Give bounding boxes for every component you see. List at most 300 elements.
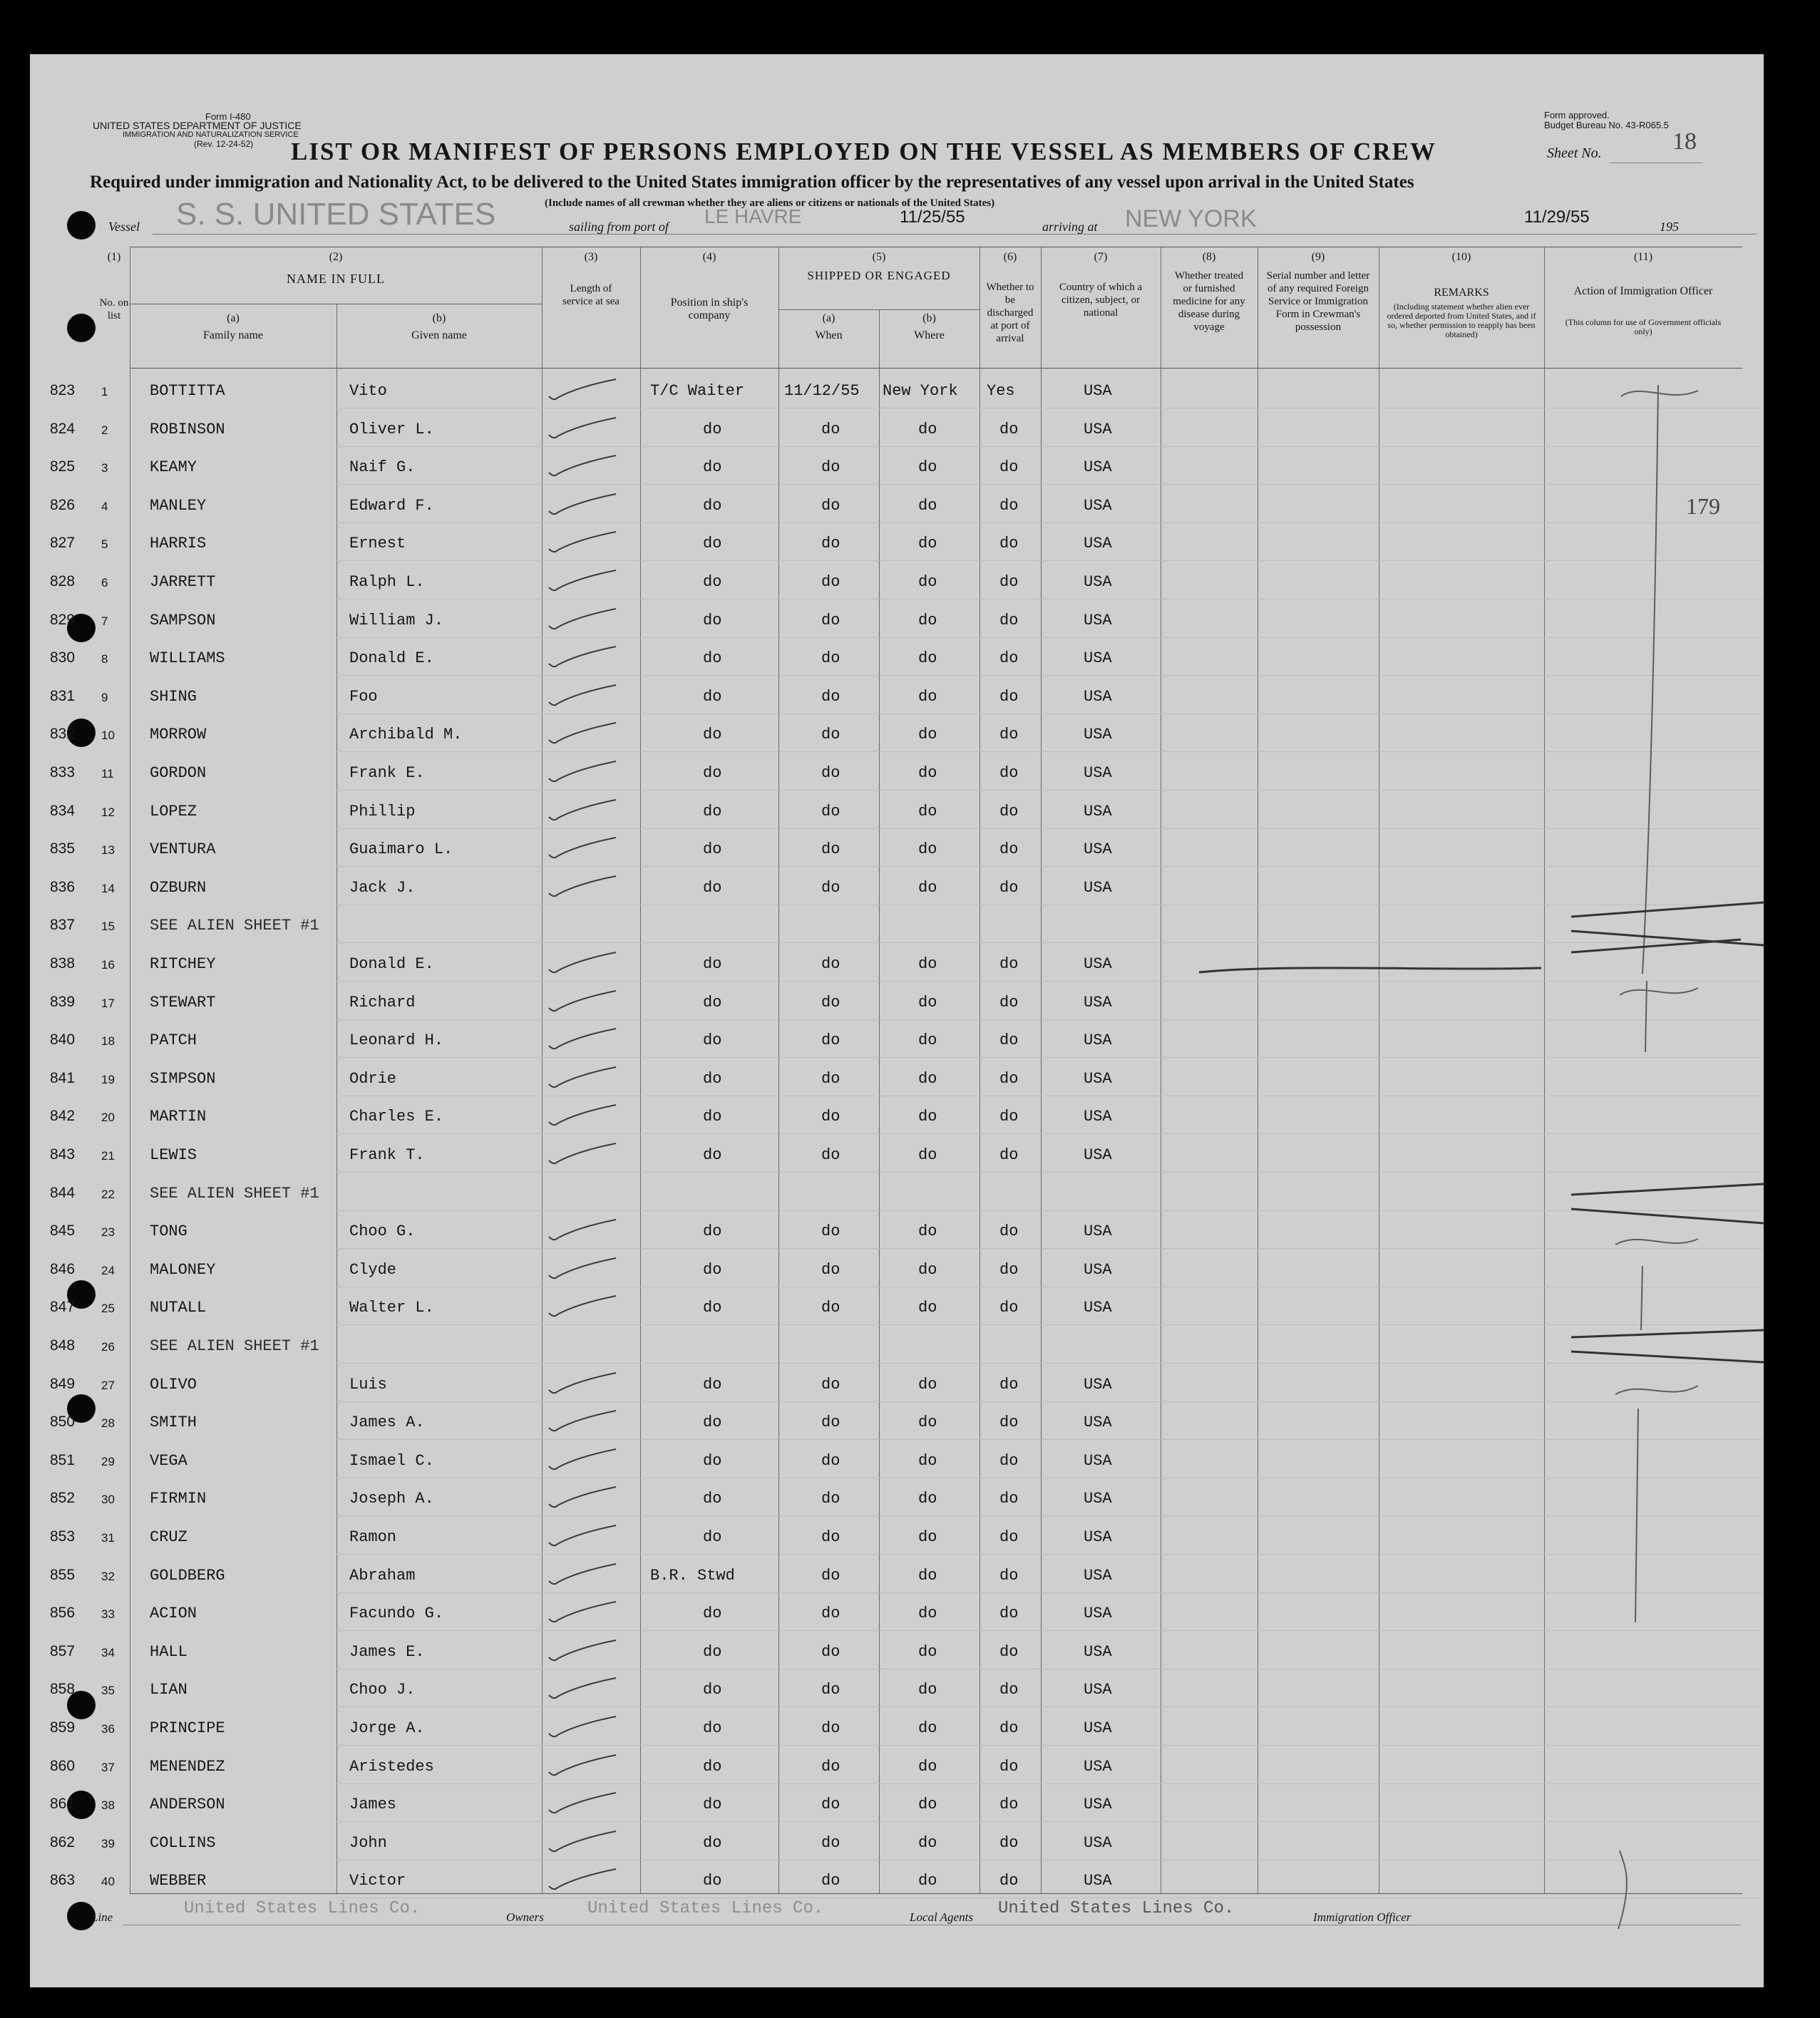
col5b-header: Where bbox=[914, 329, 945, 341]
family-name: SMITH bbox=[150, 1414, 197, 1432]
list-number: 32 bbox=[101, 1569, 115, 1583]
form-approved: Form approved. bbox=[1544, 110, 1610, 120]
col5a-header: When bbox=[815, 329, 843, 341]
col10-note: (Including statement whether alien ever ordered deported from United States, and if so, whether permission to reapply has been obtained) bbox=[1387, 302, 1536, 339]
line-number: 862 bbox=[50, 1833, 76, 1850]
discharged: do bbox=[999, 1222, 1019, 1241]
family-name: LOPEZ bbox=[150, 802, 197, 820]
list-number: 24 bbox=[101, 1263, 115, 1277]
given-name: Phillip bbox=[349, 802, 416, 820]
family-name: OZBURN bbox=[150, 878, 207, 897]
list-number: 17 bbox=[101, 996, 115, 1010]
given-name: Clyde bbox=[349, 1260, 397, 1279]
country: USA bbox=[1084, 1031, 1112, 1050]
discharged: do bbox=[999, 1299, 1019, 1317]
line-number: 830 bbox=[50, 649, 76, 666]
col1-number: (1) bbox=[107, 251, 121, 263]
country: USA bbox=[1084, 1414, 1112, 1432]
country: USA bbox=[1084, 1375, 1112, 1394]
family-name: TONG bbox=[150, 1222, 187, 1241]
given-name: Charles E. bbox=[349, 1108, 444, 1126]
list-number: 7 bbox=[101, 614, 108, 628]
line-company: United States Lines Co. bbox=[184, 1899, 421, 1918]
country: USA bbox=[1084, 687, 1112, 706]
given-name: Joseph A. bbox=[349, 1490, 434, 1508]
discharged: do bbox=[999, 1451, 1019, 1470]
officer-label: Immigration Officer bbox=[1313, 1910, 1412, 1924]
position: do bbox=[703, 1605, 722, 1623]
country: USA bbox=[1084, 1757, 1112, 1776]
country: USA bbox=[1084, 1299, 1112, 1317]
given-name: Donald E. bbox=[349, 649, 434, 668]
list-number: 1 bbox=[101, 385, 108, 398]
position: B.R. Stwd bbox=[650, 1566, 735, 1585]
shipped-where: do bbox=[918, 573, 937, 591]
col2b-number: (b) bbox=[432, 312, 446, 324]
shipped-when: do bbox=[821, 1796, 840, 1814]
family-name: WEBBER bbox=[150, 1872, 207, 1890]
sailing-date: 11/25/55 bbox=[900, 207, 965, 227]
given-name: James bbox=[349, 1796, 397, 1814]
sailing-label: sailing from port of bbox=[569, 220, 669, 234]
discharged: do bbox=[999, 1757, 1019, 1776]
form-title: LIST OR MANIFEST OF PERSONS EMPLOYED ON THE VESSEL AS MEMBERS OF CREW bbox=[291, 138, 1437, 165]
list-number: 27 bbox=[101, 1378, 115, 1392]
family-name: NUTALL bbox=[150, 1299, 207, 1317]
country: USA bbox=[1084, 1451, 1112, 1470]
country: USA bbox=[1084, 458, 1112, 477]
col2-header: NAME IN FULL bbox=[287, 272, 385, 286]
list-number: 36 bbox=[101, 1722, 115, 1736]
family-name: MARTIN bbox=[150, 1108, 207, 1126]
shipped-where: do bbox=[918, 1069, 937, 1088]
given-name: James A. bbox=[349, 1414, 425, 1432]
line-number: 826 bbox=[50, 496, 76, 513]
position: do bbox=[703, 1260, 722, 1279]
agents-company: United States Lines Co. bbox=[998, 1899, 1235, 1918]
discharged: do bbox=[999, 1490, 1019, 1508]
given-name: Ramon bbox=[349, 1528, 397, 1546]
country: USA bbox=[1084, 1260, 1112, 1279]
line-number: 849 bbox=[50, 1375, 76, 1392]
col11-number: (11) bbox=[1633, 251, 1653, 263]
line-number: 824 bbox=[50, 420, 76, 437]
line-number: 852 bbox=[50, 1490, 76, 1507]
line-number: 841 bbox=[50, 1069, 76, 1086]
line-number: 834 bbox=[50, 802, 76, 819]
given-name: Donald E. bbox=[349, 955, 434, 973]
position: do bbox=[703, 1642, 722, 1661]
col7-number: (7) bbox=[1094, 251, 1108, 263]
position: do bbox=[703, 420, 722, 438]
shipped-where: do bbox=[918, 1031, 937, 1050]
given-name: Richard bbox=[349, 993, 416, 1011]
country: USA bbox=[1084, 1146, 1112, 1164]
shipped-when: do bbox=[821, 802, 840, 820]
family-name: SHING bbox=[150, 687, 197, 706]
list-number: 14 bbox=[101, 881, 115, 895]
shipped-where: do bbox=[918, 535, 937, 553]
shipped-when: do bbox=[821, 1681, 840, 1699]
family-name: LEWIS bbox=[150, 1146, 197, 1164]
discharged: Yes bbox=[987, 382, 1015, 400]
form-subtitle: Required under immigration and Nationality Act, to be delivered to the United States immigration officer by the representatives of any vessel upon arrival in the United States bbox=[90, 173, 1414, 192]
shipped-where: do bbox=[918, 687, 937, 706]
discharged: do bbox=[999, 764, 1019, 782]
shipped-when: do bbox=[821, 1146, 840, 1164]
list-number: 13 bbox=[101, 843, 115, 858]
shipped-when: do bbox=[821, 764, 840, 782]
discharged: do bbox=[999, 1146, 1019, 1164]
discharged: do bbox=[999, 840, 1019, 859]
shipped-where: do bbox=[918, 458, 937, 477]
country: USA bbox=[1084, 726, 1112, 744]
pencil-marks bbox=[30, 54, 1764, 1987]
family-name: CRUZ bbox=[150, 1528, 187, 1546]
country: USA bbox=[1084, 496, 1112, 515]
col8-header: Whether treated or furnished medicine for any disease during voyage bbox=[1173, 270, 1245, 333]
line-number: 836 bbox=[50, 878, 76, 895]
given-name: Leonard H. bbox=[349, 1031, 444, 1050]
shipped-where: New York bbox=[883, 382, 958, 400]
line-number: 847 bbox=[50, 1299, 76, 1316]
discharged: do bbox=[999, 496, 1019, 515]
list-number: 23 bbox=[101, 1225, 115, 1240]
list-number: 25 bbox=[101, 1302, 115, 1316]
col10-header: REMARKS bbox=[1434, 287, 1489, 299]
country: USA bbox=[1084, 1719, 1112, 1737]
position: do bbox=[703, 1719, 722, 1737]
position: do bbox=[703, 1757, 722, 1776]
discharged: do bbox=[999, 1260, 1019, 1279]
shipped-where: do bbox=[918, 420, 937, 438]
position: do bbox=[703, 1528, 722, 1546]
position: do bbox=[703, 611, 722, 629]
list-number: 19 bbox=[101, 1072, 115, 1086]
discharged: do bbox=[999, 649, 1019, 668]
given-name: Oliver L. bbox=[349, 420, 434, 438]
line-number: 855 bbox=[50, 1566, 76, 1583]
discharged: do bbox=[999, 726, 1019, 744]
line-number: 831 bbox=[50, 687, 76, 704]
department-name: UNITED STATES DEPARTMENT OF JUSTICE bbox=[93, 120, 302, 131]
given-name: Aristedes bbox=[349, 1757, 434, 1776]
given-name: Odrie bbox=[349, 1069, 397, 1088]
line-number: 828 bbox=[50, 573, 76, 590]
col2-number: (2) bbox=[329, 251, 343, 263]
given-name: Guaimaro L. bbox=[349, 840, 453, 859]
shipped-when: do bbox=[821, 649, 840, 668]
list-number: 2 bbox=[101, 423, 108, 437]
list-number: 12 bbox=[101, 805, 115, 819]
owners-company: United States Lines Co. bbox=[587, 1899, 824, 1918]
position: do bbox=[703, 955, 722, 973]
position: do bbox=[703, 878, 722, 897]
line-number: 843 bbox=[50, 1146, 76, 1163]
shipped-where: do bbox=[918, 1872, 937, 1890]
family-name: GOLDBERG bbox=[150, 1566, 225, 1585]
discharged: do bbox=[999, 1833, 1019, 1852]
given-name: Ernest bbox=[349, 535, 406, 553]
year-suffix: 195 bbox=[1660, 220, 1679, 234]
discharged: do bbox=[999, 993, 1019, 1011]
shipped-when: do bbox=[821, 1414, 840, 1432]
discharged: do bbox=[999, 1108, 1019, 1126]
country: USA bbox=[1084, 611, 1112, 629]
family-name: KEAMY bbox=[150, 458, 197, 477]
family-name: RITCHEY bbox=[150, 955, 216, 973]
country: USA bbox=[1084, 840, 1112, 859]
position: do bbox=[703, 840, 722, 859]
col8-number: (8) bbox=[1202, 251, 1216, 263]
discharged: do bbox=[999, 955, 1019, 973]
position: do bbox=[703, 687, 722, 706]
shipped-when: do bbox=[821, 535, 840, 553]
shipped-where: do bbox=[918, 1260, 937, 1279]
col6-number: (6) bbox=[1003, 251, 1017, 263]
position: do bbox=[703, 1490, 722, 1508]
shipped-when: do bbox=[821, 611, 840, 629]
shipped-where: do bbox=[918, 1414, 937, 1432]
family-name: SIMPSON bbox=[150, 1069, 216, 1088]
family-name: JARRETT bbox=[150, 573, 216, 591]
list-number: 37 bbox=[101, 1760, 115, 1774]
country: USA bbox=[1084, 649, 1112, 668]
country: USA bbox=[1084, 1566, 1112, 1585]
shipped-where: do bbox=[918, 1605, 937, 1623]
shipped-when: 11/12/55 bbox=[784, 382, 860, 400]
shipped-when: do bbox=[821, 1375, 840, 1394]
line-number: 848 bbox=[50, 1337, 76, 1354]
given-name: Ralph L. bbox=[349, 573, 425, 591]
shipped-when: do bbox=[821, 1490, 840, 1508]
discharged: do bbox=[999, 1796, 1019, 1814]
discharged: do bbox=[999, 802, 1019, 820]
position: do bbox=[703, 1069, 722, 1088]
col2a-number: (a) bbox=[227, 312, 240, 324]
position: do bbox=[703, 1031, 722, 1050]
list-number: 22 bbox=[101, 1187, 115, 1201]
shipped-where: do bbox=[918, 1375, 937, 1394]
list-number: 20 bbox=[101, 1111, 115, 1125]
agents-label: Local Agents bbox=[910, 1910, 973, 1924]
shipped-when: do bbox=[821, 1872, 840, 1890]
shipped-where: do bbox=[918, 1528, 937, 1546]
list-number: 26 bbox=[101, 1340, 115, 1354]
list-number: 4 bbox=[101, 499, 108, 513]
country: USA bbox=[1084, 382, 1112, 400]
arrival-date: 11/29/55 bbox=[1524, 207, 1590, 227]
discharged: do bbox=[999, 1069, 1019, 1088]
col10-number: (10) bbox=[1451, 251, 1471, 263]
position: do bbox=[703, 649, 722, 668]
shipped-where: do bbox=[918, 649, 937, 668]
shipped-where: do bbox=[918, 764, 937, 782]
position: do bbox=[703, 535, 722, 553]
country: USA bbox=[1084, 1605, 1112, 1623]
shipped-when: do bbox=[821, 1108, 840, 1126]
family-name: WILLIAMS bbox=[150, 649, 225, 668]
family-name: STEWART bbox=[150, 993, 216, 1011]
vessel-label: Vessel bbox=[108, 220, 140, 234]
family-name: PATCH bbox=[150, 1031, 197, 1050]
shipped-where: do bbox=[918, 1222, 937, 1241]
position: do bbox=[703, 1681, 722, 1699]
position: do bbox=[703, 1796, 722, 1814]
line-number: 844 bbox=[50, 1184, 76, 1201]
owners-label: Owners bbox=[506, 1910, 544, 1924]
given-name: Edward F. bbox=[349, 496, 434, 515]
margin-number: 179 bbox=[1686, 493, 1720, 519]
list-number: 5 bbox=[101, 537, 108, 552]
position: do bbox=[703, 1414, 722, 1432]
list-number: 38 bbox=[101, 1798, 115, 1813]
shipped-when: do bbox=[821, 840, 840, 859]
form-number: Form I-480 bbox=[205, 111, 251, 122]
family-name: ANDERSON bbox=[150, 1796, 225, 1814]
position: T/C Waiter bbox=[650, 382, 745, 400]
family-name: COLLINS bbox=[150, 1833, 216, 1852]
country: USA bbox=[1084, 1222, 1112, 1241]
col9-header: Serial number and letter of any required Foreign Service or Immigration Form in Crewman's possession bbox=[1266, 270, 1370, 333]
shipped-when: do bbox=[821, 458, 840, 477]
shipped-when: do bbox=[821, 1299, 840, 1317]
shipped-when: do bbox=[821, 1222, 840, 1241]
given-name: Ismael C. bbox=[349, 1451, 434, 1470]
country: USA bbox=[1084, 535, 1112, 553]
discharged: do bbox=[999, 1681, 1019, 1699]
shipped-where: do bbox=[918, 1299, 937, 1317]
country: USA bbox=[1084, 1642, 1112, 1661]
line-number: 858 bbox=[50, 1681, 76, 1698]
family-name: HALL bbox=[150, 1642, 187, 1661]
family-name: ACION bbox=[150, 1605, 197, 1623]
position: do bbox=[703, 726, 722, 744]
country: USA bbox=[1084, 802, 1112, 820]
family-name: VENTURA bbox=[150, 840, 216, 859]
position: do bbox=[703, 993, 722, 1011]
country: USA bbox=[1084, 1833, 1112, 1852]
family-name: MALONEY bbox=[150, 1260, 216, 1279]
line-number: 846 bbox=[50, 1260, 76, 1277]
given-name: Luis bbox=[349, 1375, 387, 1394]
country: USA bbox=[1084, 1796, 1112, 1814]
shipped-where: do bbox=[918, 1451, 937, 1470]
family-name: VEGA bbox=[150, 1451, 187, 1470]
line-number: 851 bbox=[50, 1451, 76, 1468]
manifest-sheet bbox=[30, 54, 1764, 1987]
list-number: 28 bbox=[101, 1416, 115, 1431]
vessel-name: S. S. UNITED STATES bbox=[176, 197, 496, 232]
line-number: 850 bbox=[50, 1414, 76, 1431]
list-number: 15 bbox=[101, 920, 115, 934]
line-number: 838 bbox=[50, 955, 76, 972]
country: USA bbox=[1084, 1681, 1112, 1699]
shipped-where: do bbox=[918, 1681, 937, 1699]
country: USA bbox=[1084, 993, 1112, 1011]
revision-date: (Rev. 12-24-52) bbox=[194, 139, 254, 149]
shipped-when: do bbox=[821, 878, 840, 897]
shipped-when: do bbox=[821, 1566, 840, 1585]
position: do bbox=[703, 764, 722, 782]
discharged: do bbox=[999, 1414, 1019, 1432]
family-name: PRINCIPE bbox=[150, 1719, 225, 1737]
sheet-number-label: Sheet No. bbox=[1547, 145, 1602, 161]
country: USA bbox=[1084, 1108, 1112, 1126]
line-number: 832 bbox=[50, 726, 76, 743]
shipped-where: do bbox=[918, 878, 937, 897]
given-name: Victor bbox=[349, 1872, 406, 1890]
country: USA bbox=[1084, 1872, 1112, 1890]
line-number: 833 bbox=[50, 764, 76, 781]
given-name: Choo J. bbox=[349, 1681, 416, 1699]
col5b-number: (b) bbox=[922, 312, 936, 324]
col6-header: Whether to be discharged at port of arrival bbox=[986, 282, 1034, 344]
given-name: Choo G. bbox=[349, 1222, 416, 1241]
line-number: 823 bbox=[50, 382, 76, 398]
given-name: Frank E. bbox=[349, 764, 425, 782]
position: do bbox=[703, 1375, 722, 1394]
shipped-when: do bbox=[821, 1642, 840, 1661]
shipped-where: do bbox=[918, 611, 937, 629]
col2a-header: Family name bbox=[203, 329, 263, 341]
country: USA bbox=[1084, 1528, 1112, 1546]
col4-header: Position in ship's company bbox=[670, 297, 749, 321]
col11-note: (This column for use of Government officials only) bbox=[1565, 317, 1722, 336]
shipped-where: do bbox=[918, 955, 937, 973]
given-name: William J. bbox=[349, 611, 444, 629]
family-name: BOTTITTA bbox=[150, 382, 225, 400]
arriving-label: arriving at bbox=[1042, 220, 1098, 234]
family-name: MENENDEZ bbox=[150, 1757, 225, 1776]
position: do bbox=[703, 1108, 722, 1126]
country: USA bbox=[1084, 573, 1112, 591]
col5-header: SHIPPED OR ENGAGED bbox=[807, 269, 951, 282]
given-name: Frank T. bbox=[349, 1146, 425, 1164]
position: do bbox=[703, 1833, 722, 1852]
list-number: 18 bbox=[101, 1034, 115, 1049]
col7-header: Country of which a citizen, subject, or national bbox=[1059, 282, 1143, 319]
family-name: MORROW bbox=[150, 726, 207, 744]
form-note: (Include names of all crewman whether they are aliens or citizens or nationals of the United States) bbox=[545, 197, 995, 209]
shipped-when: do bbox=[821, 420, 840, 438]
list-number: 21 bbox=[101, 1149, 115, 1163]
list-number: 35 bbox=[101, 1684, 115, 1698]
list-number: 16 bbox=[101, 958, 115, 972]
list-number: 11 bbox=[101, 767, 114, 781]
given-name: Jorge A. bbox=[349, 1719, 425, 1737]
col3-number: (3) bbox=[584, 251, 598, 263]
family-name: OLIVO bbox=[150, 1375, 197, 1394]
line-number: 857 bbox=[50, 1642, 76, 1659]
line-number: 835 bbox=[50, 840, 76, 858]
shipped-when: do bbox=[821, 687, 840, 706]
country: USA bbox=[1084, 764, 1112, 782]
family-name: GORDON bbox=[150, 764, 207, 782]
discharged: do bbox=[999, 458, 1019, 477]
position: do bbox=[703, 496, 722, 515]
line-number: 839 bbox=[50, 993, 76, 1010]
country: USA bbox=[1084, 878, 1112, 897]
shipped-where: do bbox=[918, 1490, 937, 1508]
family-name: HARRIS bbox=[150, 535, 207, 553]
discharged: do bbox=[999, 1031, 1019, 1050]
discharged: do bbox=[999, 1566, 1019, 1585]
family-name: LIAN bbox=[150, 1681, 187, 1699]
family-name: SEE ALIEN SHEET #1 bbox=[150, 917, 319, 935]
list-number: 3 bbox=[101, 461, 108, 475]
shipped-when: do bbox=[821, 1833, 840, 1852]
